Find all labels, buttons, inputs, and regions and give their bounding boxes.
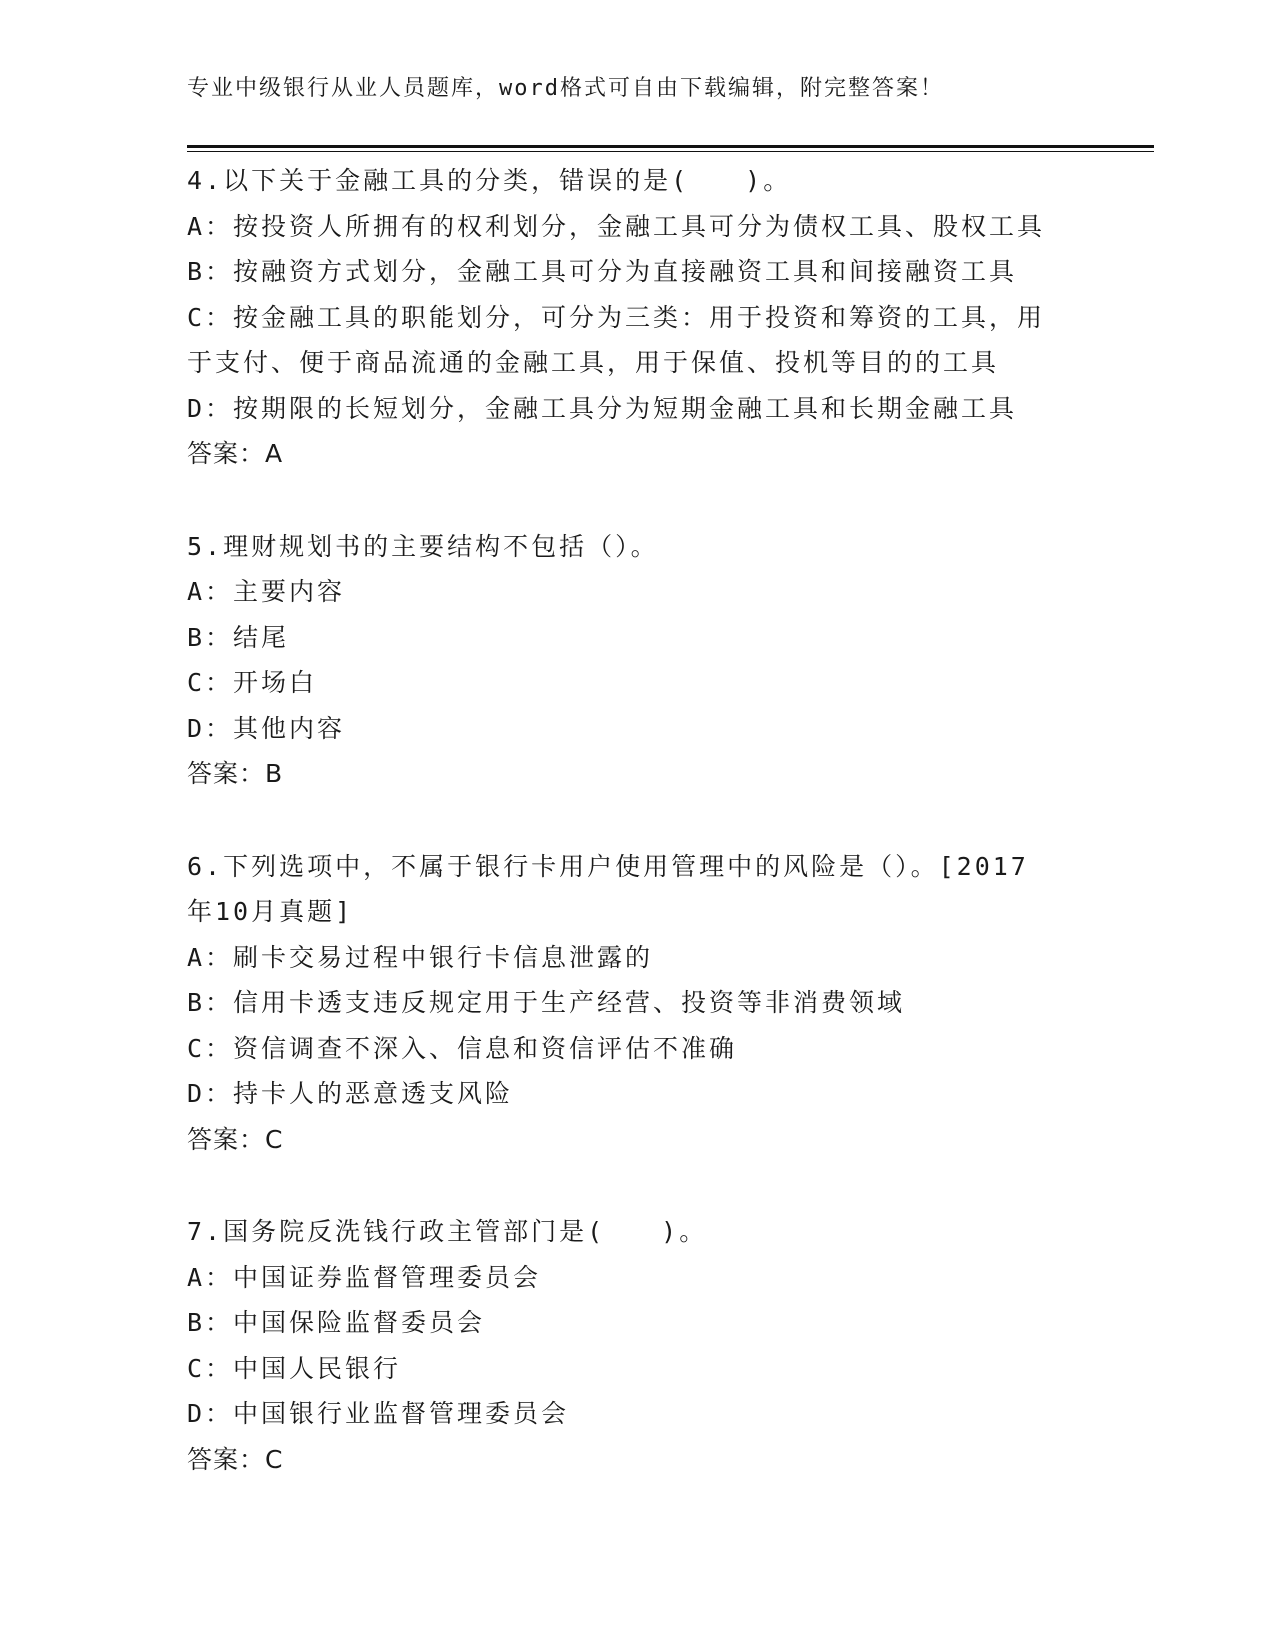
option-b: B：按融资方式划分，金融工具可分为直接融资工具和间接融资工具	[187, 257, 1018, 286]
option-b: B：中国保险监督委员会	[187, 1308, 486, 1337]
question-6	[187, 844, 1087, 1163]
header-rule-thin	[187, 151, 1154, 152]
answer: 答案：C	[187, 1124, 284, 1154]
question-stem: 7.国务院反洗钱行政主管部门是( )。	[187, 1217, 708, 1246]
option-c: C：按金融工具的职能划分，可分为三类：用于投资和筹资的工具，用于支付、便于商品流通的金融工具，用于保值、投机等目的的工具	[187, 302, 1046, 377]
header-rule-thick	[187, 145, 1154, 148]
answer: 答案：B	[187, 759, 284, 788]
question-7	[187, 1209, 1087, 1482]
question-stem: 4.以下关于金融工具的分类，错误的是( )。	[187, 166, 792, 195]
question-list	[187, 158, 1087, 1529]
option-d: D：按期限的长短划分，金融工具分为短期金融工具和长期金融工具	[187, 393, 1018, 423]
option-d: D：中国银行业监督管理委员会	[187, 1399, 570, 1428]
question-4	[187, 158, 1087, 477]
option-b: B：结尾	[187, 622, 290, 652]
option-c: C：中国人民银行	[187, 1353, 402, 1383]
option-c: C：开场白	[187, 668, 318, 697]
answer: 答案：A	[187, 439, 284, 468]
question-5	[187, 524, 1087, 797]
answer: 答案：C	[187, 1444, 284, 1474]
option-d: D：其他内容	[187, 713, 346, 743]
document-header: 专业中级银行从业人员题库，word格式可自由下载编辑，附完整答案！	[187, 76, 944, 101]
option-a: A：主要内容	[187, 577, 346, 606]
question-stem: 5.理财规划书的主要结构不包括（）。	[187, 531, 659, 561]
option-c: C：资信调查不深入、信息和资信评估不准确	[187, 1033, 738, 1063]
option-a: A：中国证券监督管理委员会	[187, 1262, 542, 1292]
option-a: A：刷卡交易过程中银行卡信息泄露的	[187, 942, 654, 972]
option-d: D：持卡人的恶意透支风险	[187, 1079, 514, 1108]
question-stem: 6.下列选项中，不属于银行卡用户使用管理中的风险是（）。[2017年10月真题]	[187, 851, 1029, 926]
option-b: B：信用卡透支违反规定用于生产经营、投资等非消费领域	[187, 988, 906, 1017]
option-a: A：按投资人所拥有的权利划分，金融工具可分为债权工具、股权工具	[187, 211, 1046, 241]
